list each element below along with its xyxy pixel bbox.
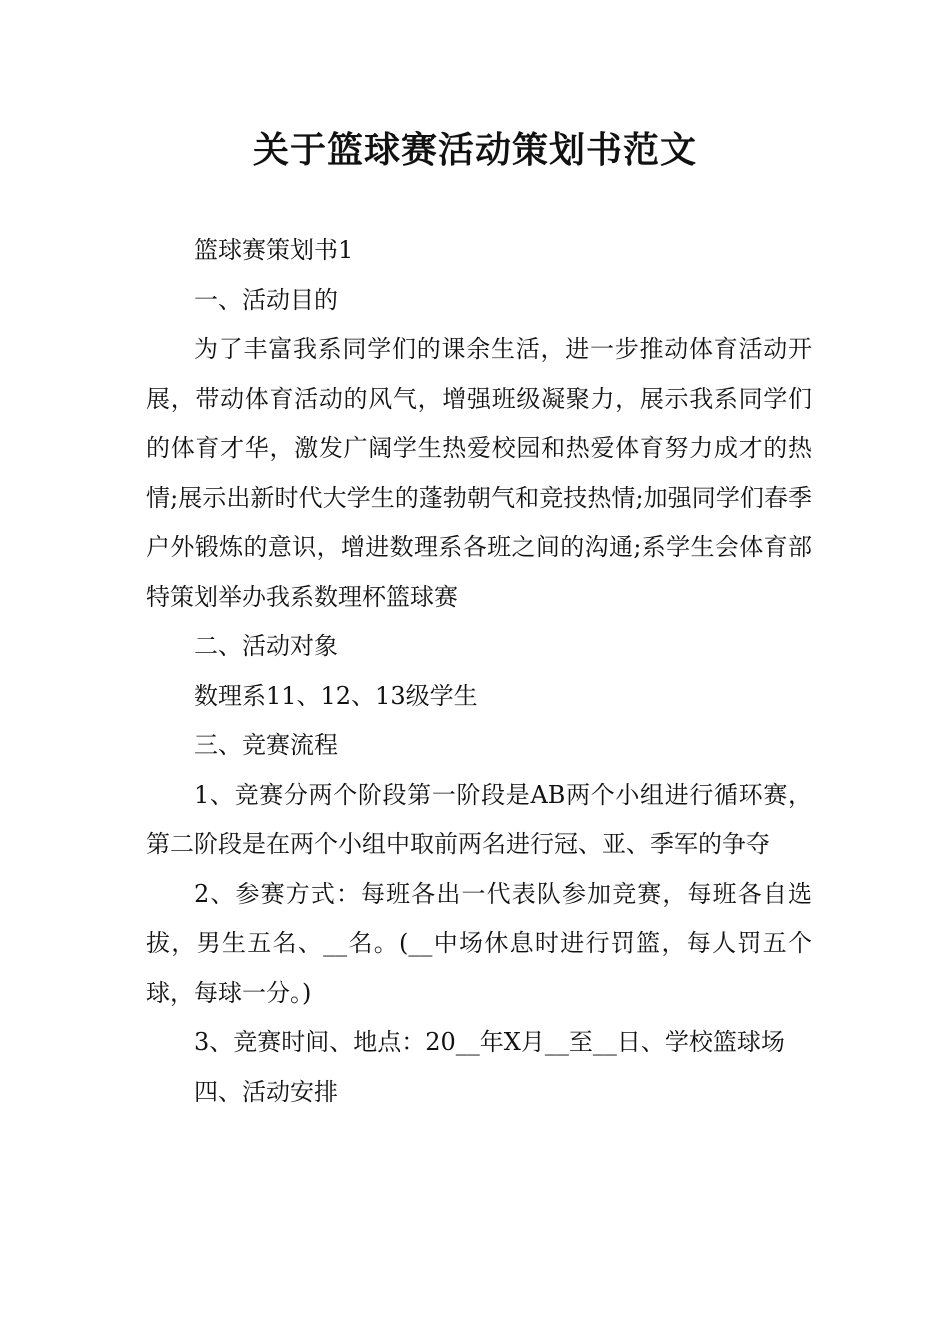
process-item-1: 1、竞赛分两个阶段第一阶段是AB两个小组进行循环赛，第二阶段是在两个小组中取前两名进行冠、亚、季军的争夺 xyxy=(146,780,812,858)
audience-paragraph: 数理系11、12、13级学生 xyxy=(194,681,478,710)
section-heading-arrangement: 四、活动安排 xyxy=(194,1077,338,1106)
purpose-paragraph: 为了丰富我系同学们的课余生活，进一步推动体育活动开展，带动体育活动的风气，增强班级凝聚力，展示我系同学们的体育才华，激发广阔学生热爱校园和热爱体育努力成才的热情;展示出新时代大学生的蓬勃朝气和竞技热情;加强同学们春季户外锻炼的意识，增进数理系各班之间的沟通;系学生会体育部特策划举办我系数理杯篮球赛 xyxy=(146,335,812,611)
document-body xyxy=(146,226,812,1117)
section-heading-process: 三、竞赛流程 xyxy=(194,731,338,759)
section-heading-audience: 二、活动对象 xyxy=(194,632,338,660)
section-heading-purpose: 一、活动目的 xyxy=(194,285,338,314)
document-title: 关于篮球赛活动策划书范文 xyxy=(252,130,697,171)
process-item-2: 2、参赛方式：每班各出一代表队参加竞赛，每班各自选拔，男生五名、__名。(__中场休息时进行罚篮，每人罚五个球，每球一分。) xyxy=(146,879,812,1007)
process-item-3: 3、竞赛时间、地点：20__年X月__至__日、学校篮球场 xyxy=(194,1028,785,1056)
subheading-plan-1: 篮球赛策划书1 xyxy=(194,236,354,264)
